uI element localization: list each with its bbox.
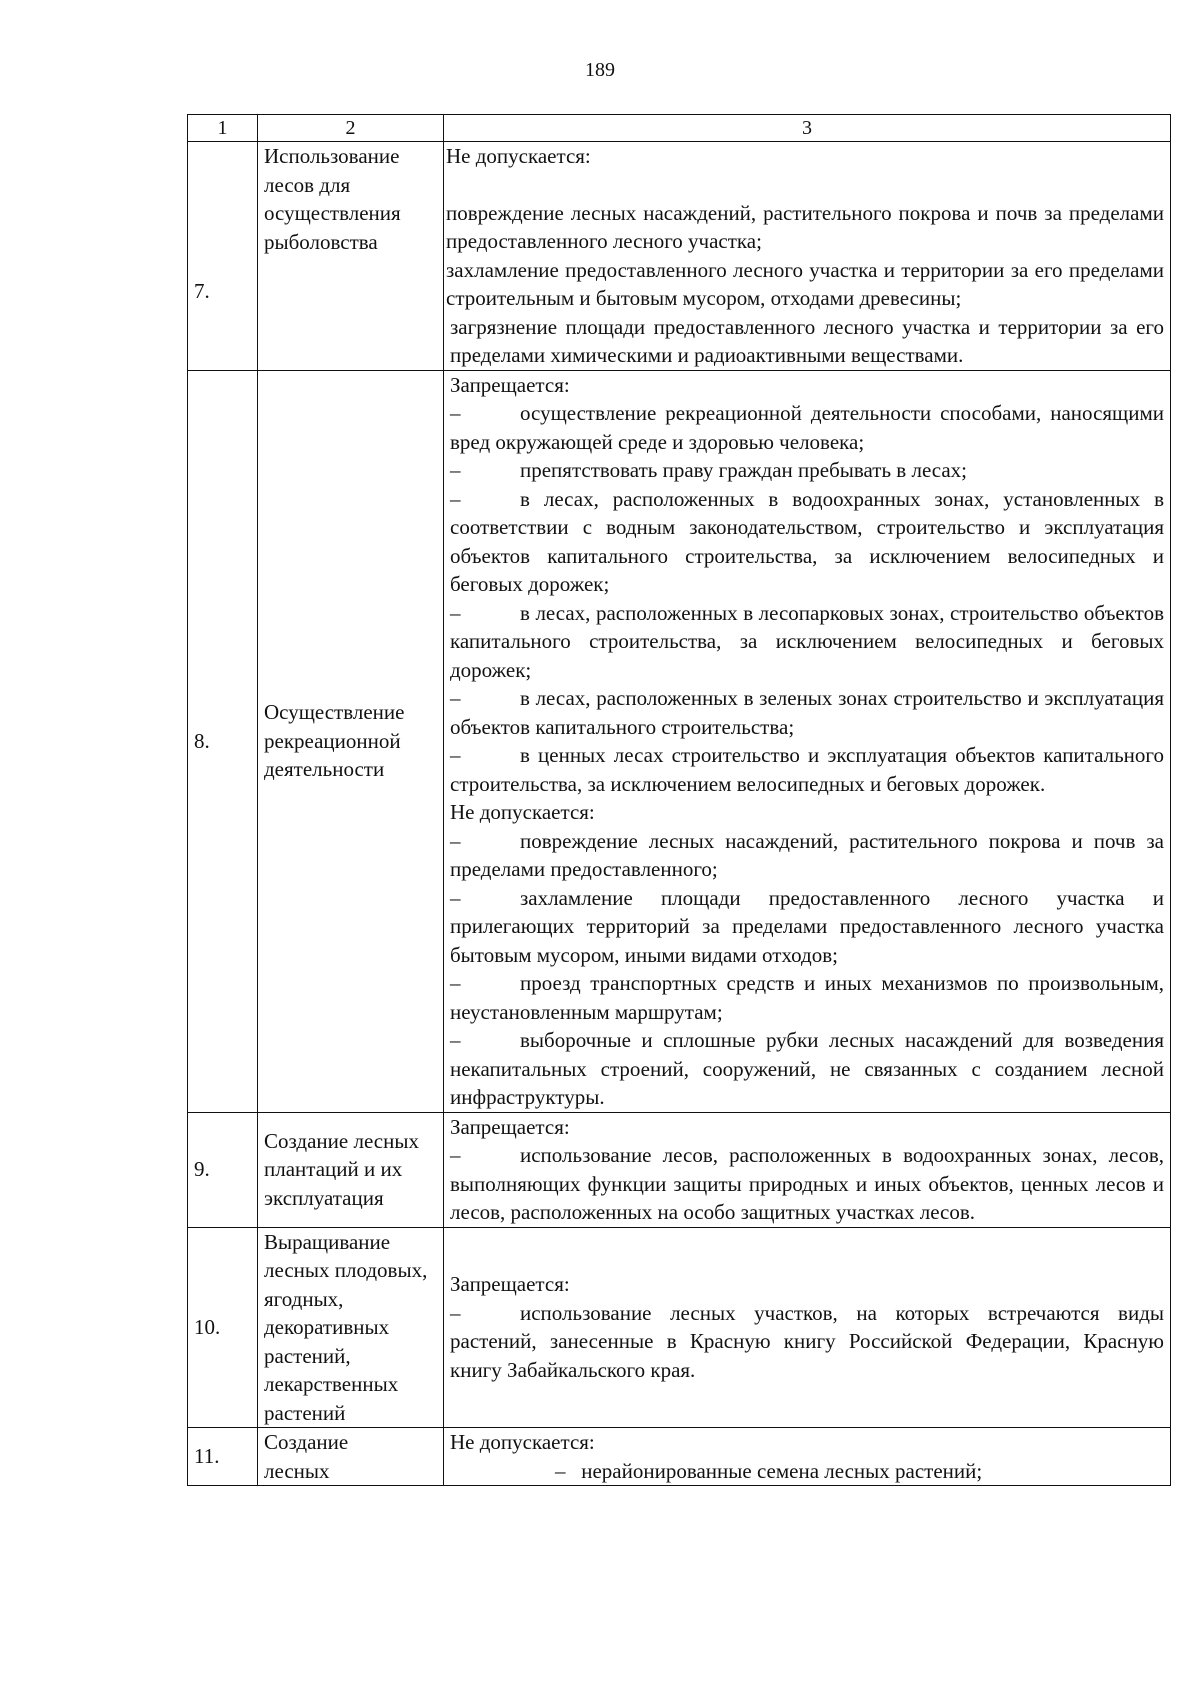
requirements-cell	[444, 1227, 1171, 1428]
requirement-item: повреждение лесных насаждений, растительного покрова и почв за пределами предоставленного лесного участка;	[446, 200, 1164, 253]
header-col-2: 2	[258, 115, 444, 142]
table-row	[188, 142, 1171, 371]
requirement-item: – выборочные и сплошные рубки лесных насаждений для возведения некапитальных строений, сооружений, не связанных с созданием лесной инфраструктуры.	[450, 1028, 1164, 1109]
requirement-item: – осуществление рекреационной деятельности способами, наносящими вред окружающей среде и здоровью человека;	[450, 401, 1164, 454]
activity-cell: Создание лесных	[258, 1428, 444, 1486]
requirement-item: захламление предоставленного лесного участка и территории за его пределами строительным и бытовым мусором, отходами древесины;	[446, 257, 1164, 310]
requirement-lead: Запрещается:	[450, 372, 570, 397]
requirements-cell	[444, 1428, 1171, 1486]
table-header-row	[188, 115, 1171, 142]
requirements-cell	[444, 1112, 1171, 1227]
row-number: 7.	[188, 142, 258, 371]
requirement-lead: Запрещается:	[450, 1114, 570, 1139]
table-row	[188, 1428, 1171, 1486]
requirement-item: – использование лесных участков, на которых встречаются виды растений, занесенные в Красную книгу Российской Федерации, Красную книгу Забайкальского края.	[450, 1300, 1164, 1382]
activity-cell: Создание лесных плантаций и их эксплуатация	[258, 1112, 444, 1227]
requirement-item: – повреждение лесных насаждений, растительного покрова и почв за пределами предоставленного;	[450, 828, 1164, 881]
requirement-lead: Запрещается:	[450, 1272, 570, 1297]
header-col-3: 3	[444, 115, 1171, 142]
activity-cell: Выращивание лесных плодовых, ягодных, декоративных растений, лекарственных растений	[258, 1227, 444, 1428]
row-number: 8.	[188, 370, 258, 1112]
requirement-item: загрязнение площади предоставленного лесного участка и территории за его пределами химическими и радиоактивными веществами.	[450, 314, 1164, 367]
table-row	[188, 370, 1171, 1112]
requirement-item: – нерайонированные семена лесных растений;	[555, 1458, 983, 1483]
requirement-item: – препятствовать праву граждан пребывать в лесах;	[450, 458, 968, 482]
requirement-item: – захламление площади предоставленного лесного участка и прилегающих территорий за пределами предоставленного лесного участка бытовым мусором, иными видами отходов;	[450, 885, 1164, 967]
table-row	[188, 1112, 1171, 1227]
activity-cell: Использование лесов для осуществления рыболовства	[258, 142, 444, 371]
requirement-lead: Не допускается:	[450, 1430, 595, 1454]
page-number: 189	[585, 59, 615, 81]
requirement-item: – использование лесов, расположенных в водоохранных зонах, лесов, выполняющих функции защиты природных и иных объектов, ценных лесов и лесов, расположенных на особо защитных участках лесов.	[450, 1143, 1164, 1224]
requirement-lead: Не допускается:	[450, 800, 595, 824]
requirement-item: – в лесах, расположенных в зеленых зонах строительство и эксплуатация объектов капитального строительства;	[450, 686, 1164, 739]
requirements-cell	[444, 142, 1171, 371]
restrictions-table	[187, 114, 1171, 1486]
requirement-item: – в лесах, расположенных в лесопарковых зонах, строительство объектов капитального строительства, за исключением велосипедных и беговых дорожек;	[450, 600, 1164, 682]
header-col-1: 1	[188, 115, 258, 142]
requirement-item: – в ценных лесах строительство и эксплуатация объектов капитального строительства, за исключением велосипедных и беговых дорожек.	[450, 743, 1164, 796]
row-number: 11.	[188, 1428, 258, 1486]
table-row	[188, 1227, 1171, 1428]
requirement-item: – в лесах, расположенных в водоохранных зонах, установленных в соответствии с водным законодательством, строительство и эксплуатация объектов капитального строительства, за исключением велосипедных и беговых дорожек;	[450, 486, 1164, 596]
requirement-lead: Не допускается:	[446, 144, 591, 168]
requirement-item: – проезд транспортных средств и иных механизмов по произвольным, неустановленным маршрутам;	[450, 971, 1164, 1024]
row-number: 9.	[188, 1112, 258, 1227]
activity-cell: Осуществление рекреационной деятельности	[258, 370, 444, 1112]
requirements-cell	[444, 370, 1171, 1112]
row-number: 10.	[188, 1227, 258, 1428]
